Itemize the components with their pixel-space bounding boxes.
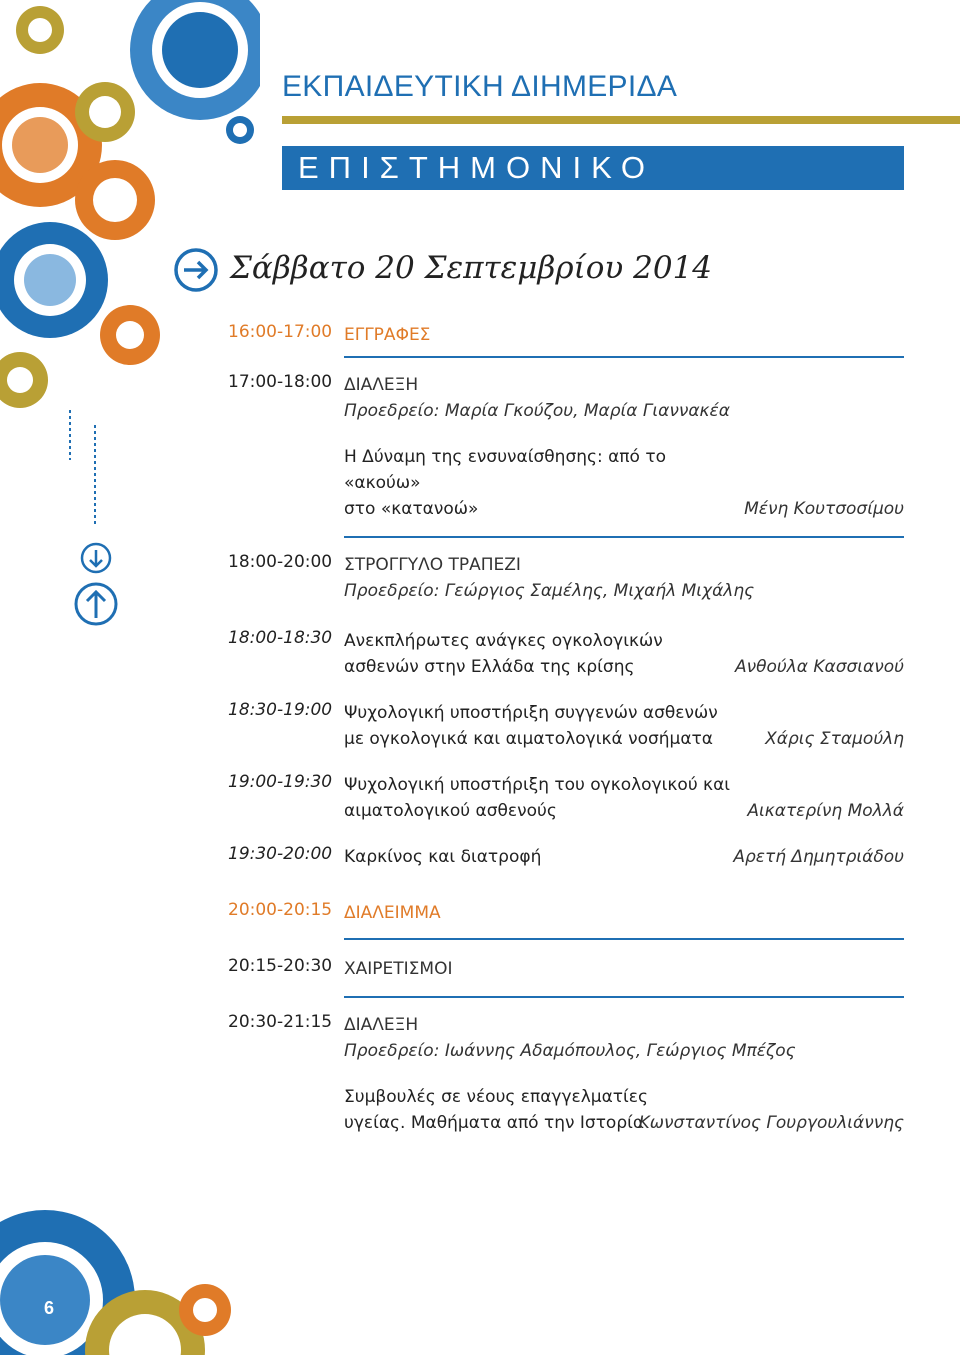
talk-title (344, 772, 744, 824)
gear-icon (75, 160, 155, 240)
divider (344, 938, 904, 940)
talk-title (344, 700, 744, 752)
arrow-down-circle-icon (82, 544, 110, 572)
session-title: ΔΙΑΛΕΞΗ (344, 1015, 419, 1035)
session-title: ΔΙΑΛΕΞΗ (344, 375, 419, 395)
session-title: ΔΙΑΛΕΙΜΜΑ (344, 903, 441, 923)
gears-decoration-top (0, 0, 260, 640)
gears-decoration-bottom (0, 1180, 260, 1355)
talk-title-line: με ογκολογικά και αιματολογικά νοσήματα (344, 729, 714, 749)
talk-row (228, 628, 904, 680)
gear-icon (16, 6, 64, 54)
divider (344, 356, 904, 358)
talk-title-line: ασθενών στην Ελλάδα της κρίσης (344, 657, 635, 677)
time-slot: 18:00-20:00 (228, 552, 333, 572)
time-slot: 20:30-21:15 (228, 1012, 333, 1032)
gear-icon (226, 116, 254, 144)
schedule (228, 322, 904, 1136)
speaker-name: Ανθούλα Κασσιανού (734, 657, 904, 677)
talk-title-line: Καρκίνος και διατροφή (344, 847, 542, 867)
gear-icon (0, 222, 108, 338)
talk-title-line: Η Δύναμη της ενσυναίσθησης: από το «ακούω» (344, 447, 666, 493)
talk-title-line: στο «κατανοώ» (344, 499, 479, 519)
talk-title (344, 844, 744, 870)
divider (344, 536, 904, 538)
time-slot: 20:00-20:15 (228, 900, 333, 920)
speaker-name: Μένη Κουτσοσίμου (744, 499, 904, 519)
time-slot: 16:00-17:00 (228, 322, 333, 342)
date-heading (172, 246, 713, 298)
chair-text: Προεδρείο: Μαρία Γκούζου, Μαρία Γιαννακέα (344, 401, 730, 421)
event-title: ΕΚΠΑΙΔΕΥΤΙΚΗ ΔΙΗΜΕΡΙΔΑ (282, 70, 678, 103)
time-slot: 19:00-19:30 (228, 772, 333, 792)
session-title: ΧΑΙΡΕΤΙΣΜΟΙ (344, 959, 453, 979)
gear-icon (100, 305, 160, 365)
gear-icon (0, 352, 48, 408)
talk-item (344, 1084, 904, 1136)
talk-title-line: υγείας. Μαθήματα από την Ιστορία (344, 1113, 645, 1133)
talk-title-line: Ψυχολογική υποστήριξη του ογκολογικού και (344, 775, 731, 795)
arrow-icon (70, 410, 95, 525)
talk-item (344, 444, 904, 522)
talk-title (344, 628, 744, 680)
talk-title-line: Ψυχολογική υποστήριξη συγγενών ασθενών (344, 703, 718, 723)
schedule-row-lecture1 (228, 372, 904, 522)
arrow-up-circle-icon (76, 584, 116, 624)
chair-text: Προεδρείο: Ιωάννης Αδαμόπουλος, Γεώργιος Μπέζος (344, 1041, 796, 1061)
gear-icon (179, 1284, 231, 1336)
date-text: Σάββατο 20 Σεπτεμβρίου 2014 (230, 250, 713, 286)
time-slot: 18:30-19:00 (228, 700, 333, 720)
schedule-row-break (228, 900, 904, 926)
gear-icon (75, 82, 135, 142)
talk-row (228, 844, 904, 870)
schedule-row-lecture2 (228, 1012, 904, 1136)
talk-title-line: αιματολογικού ασθενούς (344, 801, 557, 821)
chair-text: Προεδρείο: Γεώργιος Σαμέλης, Μιχαήλ Μιχάλης (344, 581, 755, 601)
time-slot: 17:00-18:00 (228, 372, 333, 392)
talk-row (228, 772, 904, 824)
program-banner: ΕΠΙΣΤΗΜΟΝΙΚΟ ΠΡΟΓΡΑΜΜΑ (282, 146, 904, 190)
divider (282, 116, 960, 124)
talk-title-line: Συμβουλές σε νέους επαγγελματίες (344, 1087, 648, 1107)
talk-title (344, 444, 744, 522)
time-slot: 18:00-18:30 (228, 628, 333, 648)
schedule-row-registration (228, 322, 904, 348)
arrow-right-circle-icon (172, 246, 220, 294)
talk-row (228, 700, 904, 752)
speaker-name: Αρετή Δημητριάδου (733, 847, 904, 867)
gear-icon (130, 0, 260, 120)
divider (344, 996, 904, 998)
speaker-name: Αικατερίνη Μολλά (747, 801, 904, 821)
talk-title-line: Ανεκπλήρωτες ανάγκες ογκολογικών (344, 631, 663, 651)
page-number: 6 (44, 1298, 55, 1318)
time-slot: 20:15-20:30 (228, 956, 333, 976)
schedule-row-roundtable (228, 552, 904, 604)
speaker-name: Χάρις Σταμούλη (765, 729, 904, 749)
speaker-name: Κωνσταντίνος Γουργουλιάννης (638, 1113, 904, 1133)
schedule-row-greetings (228, 956, 904, 982)
session-title: ΣΤΡΟΓΓΥΛΟ ΤΡΑΠΕΖΙ (344, 555, 521, 575)
time-slot: 19:30-20:00 (228, 844, 333, 864)
session-title: ΕΓΓΡΑΦΕΣ (344, 325, 431, 345)
